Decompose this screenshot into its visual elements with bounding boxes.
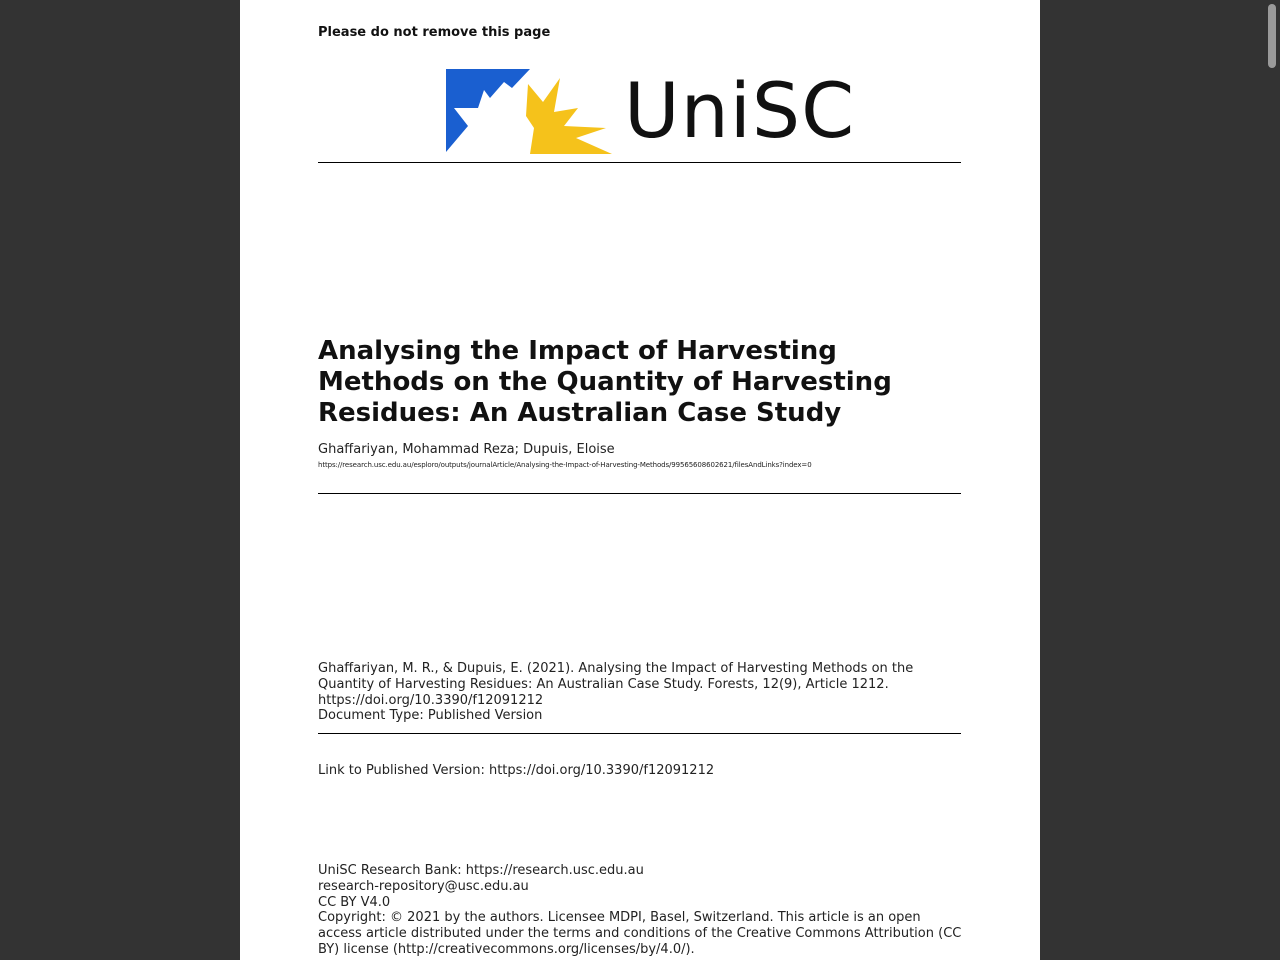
divider <box>318 162 961 163</box>
copyright: Copyright: © 2021 by the authors. Licensee MDPI, Basel, Switzerland. This article is an open access article distributed under the terms and conditions of the Creative Commons Attribution (CC BY) license (http://creativecommons.org/licenses/by/4.0/). <box>318 910 962 957</box>
page-title: Analysing the Impact of Harvesting Methods on the Quantity of Harvesting Residues: An Australian Case Study <box>318 336 892 428</box>
divider <box>318 733 961 734</box>
contact-email[interactable]: research-repository@usc.edu.au <box>318 878 529 894</box>
footer-block <box>318 863 963 958</box>
unisc-logo-mark <box>446 68 616 158</box>
logo-wordmark: UniSC <box>624 66 856 155</box>
notice-text: Please do not remove this page <box>318 25 551 40</box>
authors: Ghaffariyan, Mohammad Reza; Dupuis, Eloise <box>318 442 615 457</box>
research-bank[interactable]: UniSC Research Bank: https://research.usc.edu.au <box>318 863 644 878</box>
citation-doi[interactable]: https://doi.org/10.3390/f12091212 <box>318 692 544 708</box>
record-url[interactable]: https://research.usc.edu.au/esploro/outputs/journalArticle/Analysing-the-Impact-of-Harvesting-Methods/99565608602621/filesAndLinks?index=0 <box>318 461 812 469</box>
published-link[interactable]: Link to Published Version: https://doi.org/10.3390/f12091212 <box>318 763 715 778</box>
logo-blue-shape <box>446 69 530 152</box>
scrollbar[interactable] <box>1268 4 1276 68</box>
unisc-logo <box>446 66 856 158</box>
citation-text: Ghaffariyan, M. R., & Dupuis, E. (2021). Analysing the Impact of Harvesting Methods on the Quantity of Harvesting Residues: An Australian Case Study. Forests, 12(9), Article 1212. <box>318 661 914 692</box>
logo-yellow-shape <box>526 78 612 154</box>
divider <box>318 493 961 494</box>
document-type: Document Type: Published Version <box>318 708 543 724</box>
license: CC BY V4.0 <box>318 894 391 910</box>
citation-block <box>318 661 963 724</box>
cover-page <box>240 0 1040 960</box>
